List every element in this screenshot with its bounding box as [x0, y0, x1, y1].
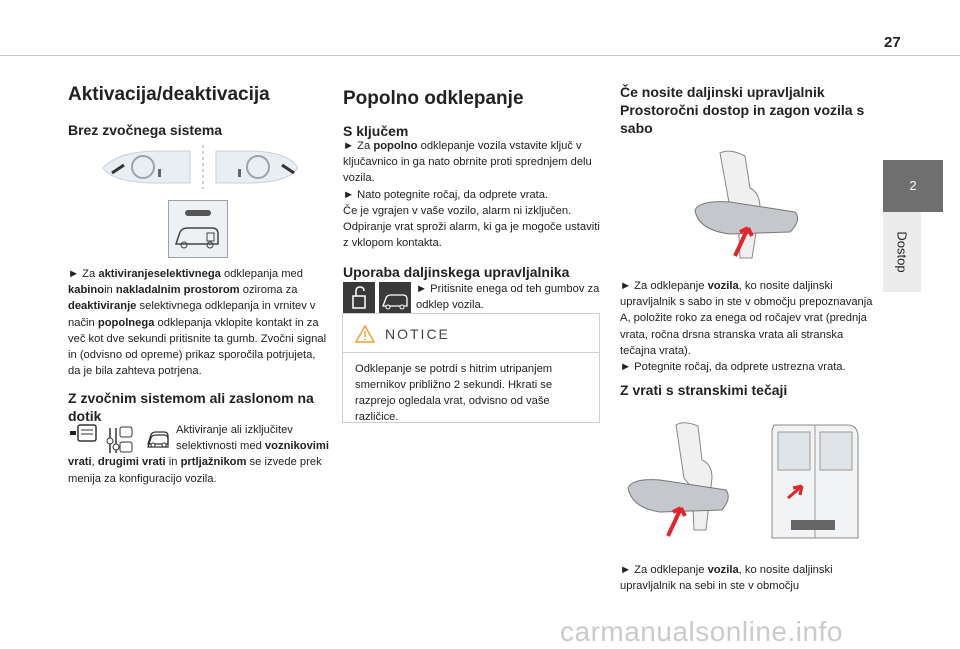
paragraph-hands-free-unlock: ► Za odklepanje vozila, ko nosite daljinski upravljalnik s sabo in ste v območju prepoznavanja A, položite roko za enega od ročajev vrat (prednja vrata, ročna drsna stranska vrata ali stranska tečajna vrata). ► Potegnite ročaj, da odprete ustrezna vrata. — [620, 280, 873, 374]
notice-body: Odklepanje se potrdi s hitrim utripanjem smernikov približno 2 sekundi. Hkrati se razprejo ogledala vrat, odvisno od vaše različice. — [355, 363, 553, 423]
section-title-activation: Aktivacija/deaktivacija — [68, 84, 270, 105]
subtitle-remote: Uporaba daljinskega upravljalnika — [343, 264, 570, 280]
hand-door-handle-illustration — [690, 148, 805, 270]
page-number: 27 — [884, 34, 901, 51]
header-divider — [0, 55, 960, 56]
paragraph-remote-press: ► Pritisnite enega od teh gumbov za odklep vozila. — [416, 283, 600, 312]
paragraph-hinged-unlock: ► Za odklepanje vozila, ko nosite daljinski upravljalnik na sebi in ste v območju — [620, 564, 833, 593]
section-title-hands-free: Če nosite daljinski upravljalnik Prostoročni dostop in zagon vozila s sabo — [620, 84, 865, 136]
notice-box — [342, 313, 600, 423]
subtitle-hinged-doors: Z vrati s stranskimi tečaji — [620, 382, 788, 398]
notice-header — [343, 314, 599, 353]
chapter-label-box — [883, 212, 921, 292]
section-title-full-unlock: Popolno odklepanje — [343, 88, 524, 109]
subtitle-audio-touchscreen: Z zvočnim sistemom ali zaslonom na dotik — [68, 390, 314, 424]
subtitle-with-key: S ključem — [343, 123, 409, 139]
notice-title: NOTICE — [385, 326, 450, 342]
chapter-number: 2 — [909, 178, 917, 193]
remote-unlock-icons — [343, 282, 413, 316]
chapter-tab[interactable] — [883, 160, 943, 212]
warning-triangle-icon — [355, 325, 375, 343]
paragraph-selective-unlock: ► Za aktiviranjeselektivnega odklepanja med kabinoin nakladalnim prostorom oziroma za deaktiviranje selektivnega odklepanja in vrnitev v način popolnega odklepanja vklopite kontakt in za več kot dve sekundi pritisnite ta gumb. Zvočni signal in (odvisno od opreme) prikaz sporočila potrjujeta, da je bila zahteva potrjena. — [68, 268, 327, 378]
dashboard-illustration — [98, 143, 308, 193]
subtitle-no-audio: Brez zvočnega sistema — [68, 122, 223, 138]
selective-unlock-button-icon — [168, 200, 228, 258]
paragraph-key-unlock: ► Za popolno odklepanje vozila vstavite ključ v ključavnico in ga nato obrnite proti sprednjem delu vozila. ► Nato potegnite ročaj, da odprete vrata. Če je vgrajen v vaše vozilo, alarm ni izključen. Odpiranje vrat sproži alarm, ki ga je mogoče ustaviti z vklopom kontakta. — [343, 140, 600, 250]
paragraph-menu-config: Aktiviranje ali izključitev selektivnosti med voznikovimi vrati, drugimi vrati in prtljažnikom se izvede prek menija za konfiguracijo vozila. — [68, 424, 329, 485]
chapter-label: Dostop — [894, 231, 910, 273]
hinged-door-illustration — [626, 420, 861, 542]
watermark: carmanualsonline.info — [560, 616, 843, 647]
